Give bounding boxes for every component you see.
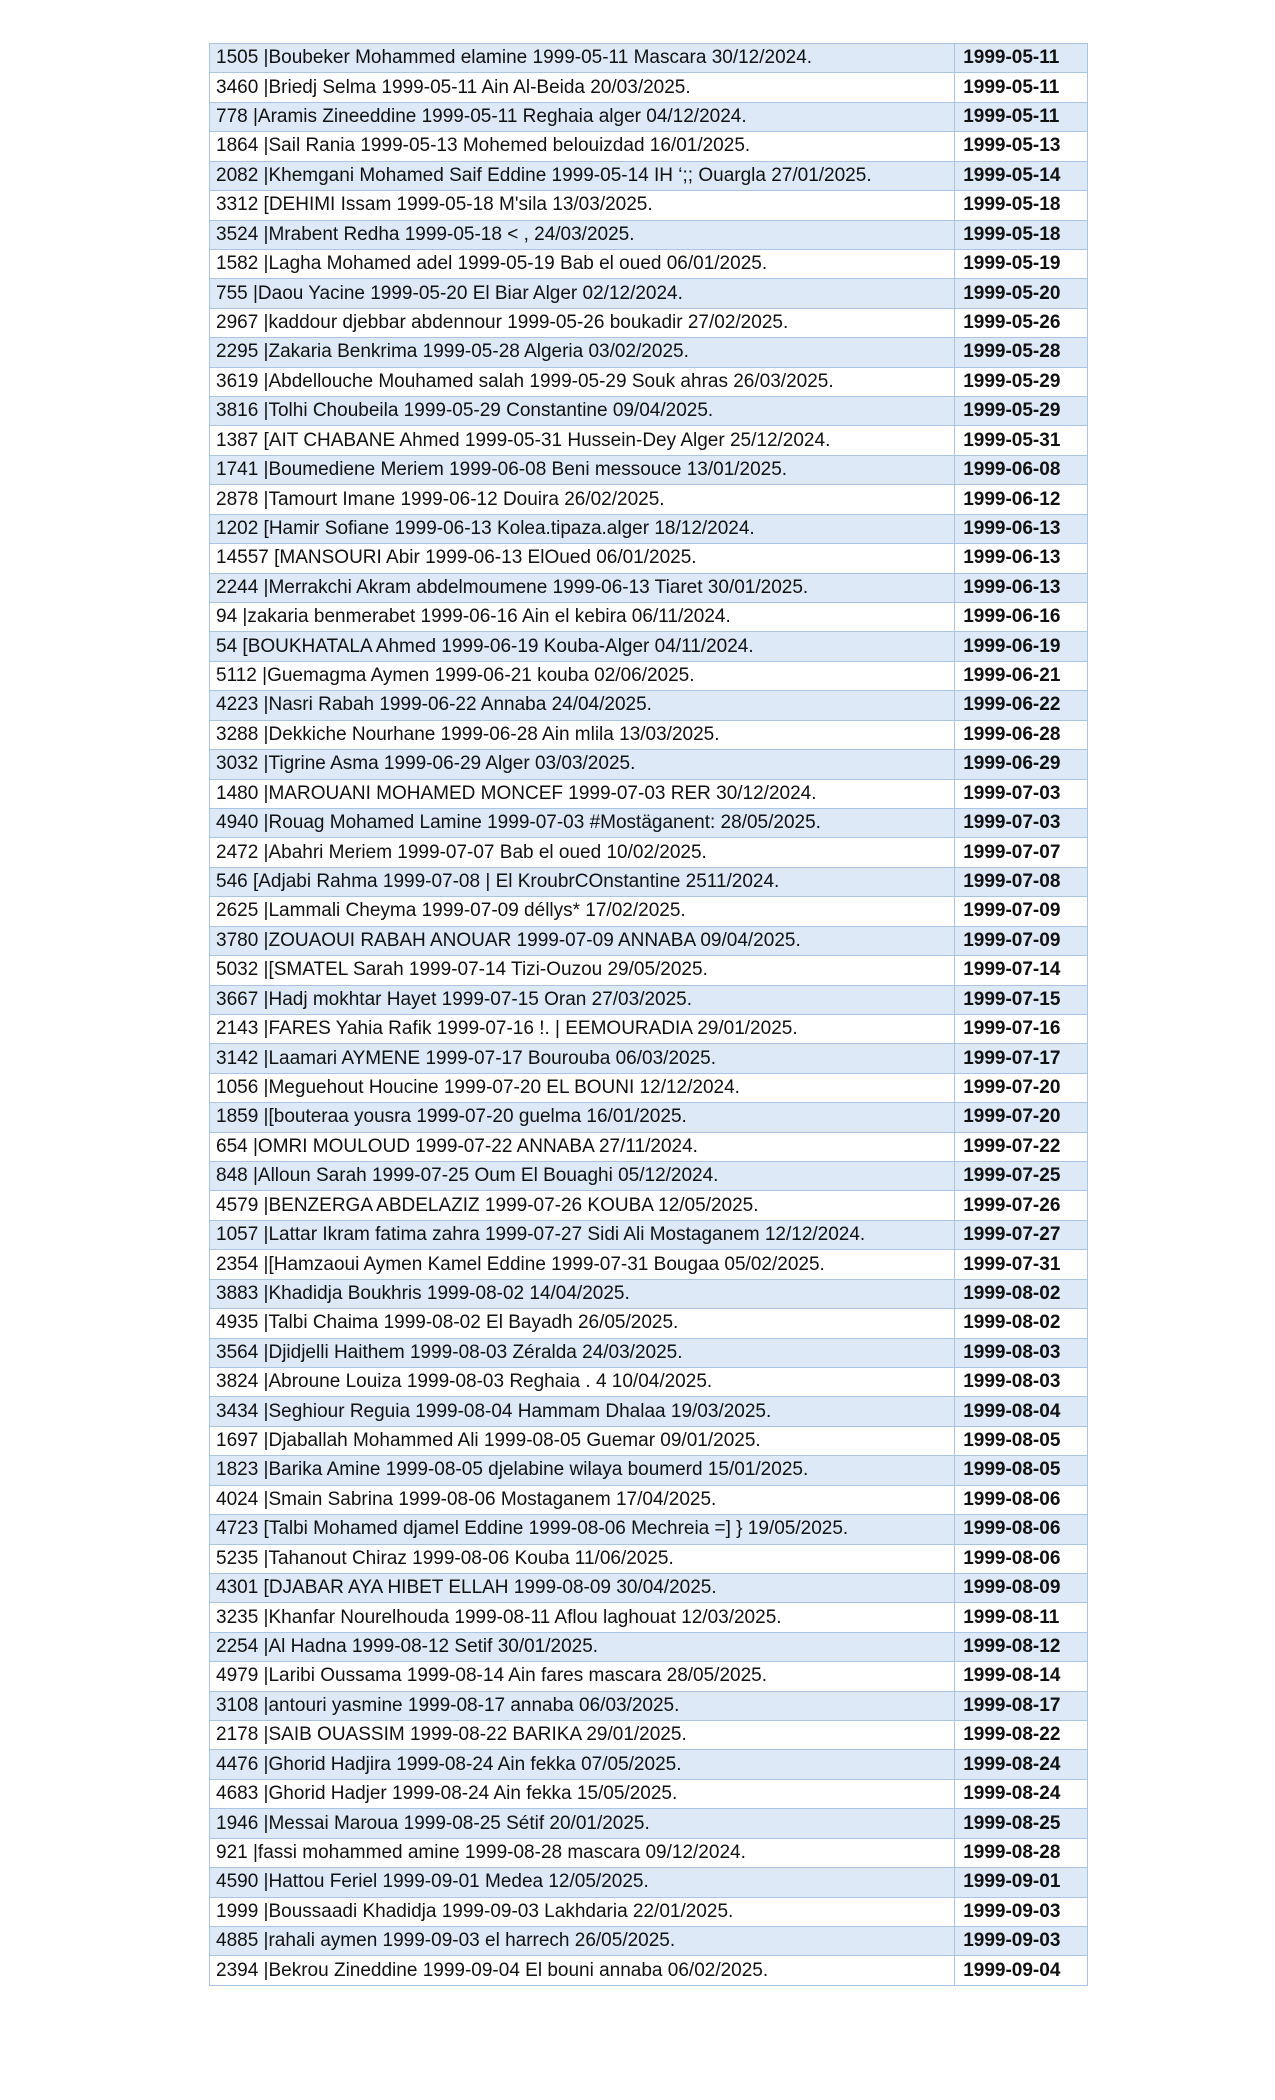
table-row <box>210 1073 1088 1102</box>
record-date-cell: 1999-06-16 <box>955 603 1088 632</box>
table-row <box>210 1367 1088 1396</box>
record-text-cell: 755 |Daou Yacine 1999-05-20 El Biar Alger 02/12/2024. <box>210 279 955 308</box>
table-row <box>210 1750 1088 1779</box>
table-row <box>210 808 1088 837</box>
table-row <box>210 161 1088 190</box>
record-text-cell: 1057 |Lattar Ikram fatima zahra 1999-07-27 Sidi Ali Mostaganem 12/12/2024. <box>210 1220 955 1249</box>
record-date-cell: 1999-07-15 <box>955 985 1088 1014</box>
table-row <box>210 1191 1088 1220</box>
record-text-cell: 2082 |Khemgani Mohamed Saif Eddine 1999-05-14 IH ‘;; Ouargla 27/01/2025. <box>210 161 955 190</box>
record-text-cell: 3780 |ZOUAOUI RABAH ANOUAR 1999-07-09 ANNABA 09/04/2025. <box>210 926 955 955</box>
record-text-cell: 3312 [DEHIMI Issam 1999-05-18 M'sila 13/03/2025. <box>210 191 955 220</box>
records-table <box>209 43 1088 1986</box>
table-row <box>210 985 1088 1014</box>
record-date-cell: 1999-05-18 <box>955 220 1088 249</box>
record-date-cell: 1999-08-11 <box>955 1603 1088 1632</box>
table-row <box>210 1456 1088 1485</box>
table-row <box>210 397 1088 426</box>
table-row <box>210 838 1088 867</box>
record-text-cell: 4723 [Talbi Mohamed djamel Eddine 1999-08-06 Mechreia =] } 19/05/2025. <box>210 1515 955 1544</box>
table-row <box>210 1662 1088 1691</box>
table-row <box>210 867 1088 896</box>
record-text-cell: 5235 |Tahanout Chiraz 1999-08-06 Kouba 11/06/2025. <box>210 1544 955 1573</box>
table-row <box>210 1426 1088 1455</box>
record-text-cell: 2878 |Tamourt Imane 1999-06-12 Douira 26/02/2025. <box>210 485 955 514</box>
record-date-cell: 1999-08-05 <box>955 1456 1088 1485</box>
table-row <box>210 603 1088 632</box>
record-text-cell: 1999 |Boussaadi Khadidja 1999-09-03 Lakhdaria 22/01/2025. <box>210 1897 955 1926</box>
table-row <box>210 102 1088 131</box>
record-text-cell: 3288 |Dekkiche Nourhane 1999-06-28 Ain mlila 13/03/2025. <box>210 720 955 749</box>
record-date-cell: 1999-06-13 <box>955 514 1088 543</box>
record-date-cell: 1999-05-31 <box>955 426 1088 455</box>
table-row <box>210 1868 1088 1897</box>
record-date-cell: 1999-08-25 <box>955 1809 1088 1838</box>
record-text-cell: 3619 |Abdellouche Mouhamed salah 1999-05-29 Souk ahras 26/03/2025. <box>210 367 955 396</box>
table-row <box>210 1397 1088 1426</box>
table-row <box>210 1220 1088 1249</box>
record-text-cell: 4223 |Nasri Rabah 1999-06-22 Annaba 24/04/2025. <box>210 691 955 720</box>
record-date-cell: 1999-08-02 <box>955 1309 1088 1338</box>
record-date-cell: 1999-07-20 <box>955 1103 1088 1132</box>
record-date-cell: 1999-05-18 <box>955 191 1088 220</box>
record-date-cell: 1999-07-25 <box>955 1162 1088 1191</box>
record-text-cell: 3142 |Laamari AYMENE 1999-07-17 Bourouba 06/03/2025. <box>210 1044 955 1073</box>
record-date-cell: 1999-07-03 <box>955 808 1088 837</box>
record-text-cell: 3883 |Khadidja Boukhris 1999-08-02 14/04/2025. <box>210 1279 955 1308</box>
table-row <box>210 1250 1088 1279</box>
record-date-cell: 1999-06-21 <box>955 661 1088 690</box>
record-text-cell: 1823 |Barika Amine 1999-08-05 djelabine wilaya boumerd 15/01/2025. <box>210 1456 955 1485</box>
record-date-cell: 1999-08-12 <box>955 1632 1088 1661</box>
record-text-cell: 4579 |BENZERGA ABDELAZIZ 1999-07-26 KOUBA 12/05/2025. <box>210 1191 955 1220</box>
record-text-cell: 2178 |SAIB OUASSIM 1999-08-22 BARIKA 29/01/2025. <box>210 1721 955 1750</box>
record-date-cell: 1999-07-27 <box>955 1220 1088 1249</box>
table-row <box>210 1103 1088 1132</box>
record-date-cell: 1999-07-08 <box>955 867 1088 896</box>
table-row <box>210 750 1088 779</box>
record-text-cell: 546 [Adjabi Rahma 1999-07-08 | El KroubrCOnstantine 2511/2024. <box>210 867 955 896</box>
table-row <box>210 514 1088 543</box>
record-text-cell: 2472 |Abahri Meriem 1999-07-07 Bab el oued 10/02/2025. <box>210 838 955 867</box>
record-text-cell: 3460 |Briedj Selma 1999-05-11 Ain Al-Beida 20/03/2025. <box>210 73 955 102</box>
table-row <box>210 1573 1088 1602</box>
record-text-cell: 4935 |Talbi Chaima 1999-08-02 El Bayadh 26/05/2025. <box>210 1309 955 1338</box>
record-date-cell: 1999-08-24 <box>955 1750 1088 1779</box>
record-text-cell: 4024 |Smain Sabrina 1999-08-06 Mostaganem 17/04/2025. <box>210 1485 955 1514</box>
table-row <box>210 1779 1088 1808</box>
table-row <box>210 1485 1088 1514</box>
table-row <box>210 191 1088 220</box>
table-row <box>210 897 1088 926</box>
table-row <box>210 720 1088 749</box>
table-row <box>210 308 1088 337</box>
record-date-cell: 1999-07-09 <box>955 926 1088 955</box>
table-row <box>210 1044 1088 1073</box>
record-date-cell: 1999-05-26 <box>955 308 1088 337</box>
table-row <box>210 1956 1088 1985</box>
table-row <box>210 426 1088 455</box>
record-date-cell: 1999-09-01 <box>955 1868 1088 1897</box>
record-date-cell: 1999-05-20 <box>955 279 1088 308</box>
record-date-cell: 1999-05-14 <box>955 161 1088 190</box>
record-text-cell: 654 |OMRI MOULOUD 1999-07-22 ANNABA 27/11/2024. <box>210 1132 955 1161</box>
record-date-cell: 1999-08-06 <box>955 1544 1088 1573</box>
table-row <box>210 632 1088 661</box>
record-date-cell: 1999-06-22 <box>955 691 1088 720</box>
record-date-cell: 1999-08-17 <box>955 1691 1088 1720</box>
record-date-cell: 1999-07-31 <box>955 1250 1088 1279</box>
record-date-cell: 1999-08-24 <box>955 1779 1088 1808</box>
table-row <box>210 1279 1088 1308</box>
record-date-cell: 1999-05-28 <box>955 338 1088 367</box>
record-date-cell: 1999-08-05 <box>955 1426 1088 1455</box>
table-row <box>210 1014 1088 1043</box>
record-text-cell: 1202 [Hamir Sofiane 1999-06-13 Kolea.tipaza.alger 18/12/2024. <box>210 514 955 543</box>
table-row <box>210 455 1088 484</box>
record-text-cell: 3108 |antouri yasmine 1999-08-17 annaba 06/03/2025. <box>210 1691 955 1720</box>
record-date-cell: 1999-08-06 <box>955 1515 1088 1544</box>
record-text-cell: 5032 |[SMATEL Sarah 1999-07-14 Tizi-Ouzou 29/05/2025. <box>210 956 955 985</box>
record-text-cell: 1946 |Messai Maroua 1999-08-25 Sétif 20/01/2025. <box>210 1809 955 1838</box>
record-text-cell: 2967 |kaddour djebbar abdennour 1999-05-26 boukadir 27/02/2025. <box>210 308 955 337</box>
record-text-cell: 4979 |Laribi Oussama 1999-08-14 Ain fares mascara 28/05/2025. <box>210 1662 955 1691</box>
table-row <box>210 338 1088 367</box>
record-date-cell: 1999-08-02 <box>955 1279 1088 1308</box>
record-text-cell: 4590 |Hattou Feriel 1999-09-01 Medea 12/05/2025. <box>210 1868 955 1897</box>
table-row <box>210 926 1088 955</box>
record-text-cell: 3032 |Tigrine Asma 1999-06-29 Alger 03/03/2025. <box>210 750 955 779</box>
record-date-cell: 1999-08-14 <box>955 1662 1088 1691</box>
table-row <box>210 132 1088 161</box>
record-text-cell: 848 |Alloun Sarah 1999-07-25 Oum El Bouaghi 05/12/2024. <box>210 1162 955 1191</box>
record-date-cell: 1999-06-13 <box>955 573 1088 602</box>
record-text-cell: 1859 |[bouteraa yousra 1999-07-20 guelma 16/01/2025. <box>210 1103 955 1132</box>
table-row <box>210 1515 1088 1544</box>
record-text-cell: 3667 |Hadj mokhtar Hayet 1999-07-15 Oran 27/03/2025. <box>210 985 955 1014</box>
record-date-cell: 1999-08-09 <box>955 1573 1088 1602</box>
record-date-cell: 1999-05-29 <box>955 397 1088 426</box>
record-date-cell: 1999-06-13 <box>955 544 1088 573</box>
record-date-cell: 1999-08-04 <box>955 1397 1088 1426</box>
table-row <box>210 1162 1088 1191</box>
table-row <box>210 220 1088 249</box>
record-date-cell: 1999-05-11 <box>955 44 1088 73</box>
record-date-cell: 1999-08-06 <box>955 1485 1088 1514</box>
table-row <box>210 573 1088 602</box>
record-date-cell: 1999-09-03 <box>955 1897 1088 1926</box>
table-row <box>210 1309 1088 1338</box>
record-text-cell: 1697 |Djaballah Mohammed Ali 1999-08-05 Guemar 09/01/2025. <box>210 1426 955 1455</box>
record-text-cell: 4476 |Ghorid Hadjira 1999-08-24 Ain fekka 07/05/2025. <box>210 1750 955 1779</box>
record-text-cell: 3564 |Djidjelli Haithem 1999-08-03 Zéralda 24/03/2025. <box>210 1338 955 1367</box>
record-date-cell: 1999-07-20 <box>955 1073 1088 1102</box>
record-text-cell: 1387 [AIT CHABANE Ahmed 1999-05-31 Hussein-Dey Alger 25/12/2024. <box>210 426 955 455</box>
table-row <box>210 1132 1088 1161</box>
table-row <box>210 1338 1088 1367</box>
record-date-cell: 1999-07-14 <box>955 956 1088 985</box>
table-row <box>210 1927 1088 1956</box>
record-text-cell: 14557 [MANSOURI Abir 1999-06-13 ElOued 06/01/2025. <box>210 544 955 573</box>
record-date-cell: 1999-07-07 <box>955 838 1088 867</box>
record-date-cell: 1999-06-12 <box>955 485 1088 514</box>
table-row <box>210 367 1088 396</box>
table-row <box>210 249 1088 278</box>
record-date-cell: 1999-09-04 <box>955 1956 1088 1985</box>
table-row <box>210 661 1088 690</box>
record-text-cell: 1741 |Boumediene Meriem 1999-06-08 Beni messouce 13/01/2025. <box>210 455 955 484</box>
table-row <box>210 279 1088 308</box>
record-date-cell: 1999-07-22 <box>955 1132 1088 1161</box>
record-date-cell: 1999-05-13 <box>955 132 1088 161</box>
table-row <box>210 1721 1088 1750</box>
record-text-cell: 921 |fassi mohammed amine 1999-08-28 mascara 09/12/2024. <box>210 1838 955 1867</box>
record-text-cell: 3816 |Tolhi Choubeila 1999-05-29 Constantine 09/04/2025. <box>210 397 955 426</box>
table-row <box>210 1544 1088 1573</box>
record-date-cell: 1999-09-03 <box>955 1927 1088 1956</box>
table-row <box>210 73 1088 102</box>
record-date-cell: 1999-05-29 <box>955 367 1088 396</box>
record-text-cell: 3824 |Abroune Louiza 1999-08-03 Reghaia . 4 10/04/2025. <box>210 1367 955 1396</box>
table-row <box>210 1838 1088 1867</box>
record-text-cell: 1864 |Sail Rania 1999-05-13 Mohemed belouizdad 16/01/2025. <box>210 132 955 161</box>
record-text-cell: 94 |zakaria benmerabet 1999-06-16 Ain el kebira 06/11/2024. <box>210 603 955 632</box>
record-date-cell: 1999-06-29 <box>955 750 1088 779</box>
table-row <box>210 691 1088 720</box>
record-date-cell: 1999-08-22 <box>955 1721 1088 1750</box>
record-date-cell: 1999-07-26 <box>955 1191 1088 1220</box>
record-text-cell: 2244 |Merrakchi Akram abdelmoumene 1999-06-13 Tiaret 30/01/2025. <box>210 573 955 602</box>
record-text-cell: 4940 |Rouag Mohamed Lamine 1999-07-03 #Mostäganent: 28/05/2025. <box>210 808 955 837</box>
record-date-cell: 1999-05-11 <box>955 102 1088 131</box>
table-row <box>210 1897 1088 1926</box>
table-row <box>210 1632 1088 1661</box>
record-text-cell: 2295 |Zakaria Benkrima 1999-05-28 Algeria 03/02/2025. <box>210 338 955 367</box>
record-text-cell: 3434 |Seghiour Reguia 1999-08-04 Hammam Dhalaa 19/03/2025. <box>210 1397 955 1426</box>
table-row <box>210 544 1088 573</box>
record-text-cell: 2354 |[Hamzaoui Aymen Kamel Eddine 1999-07-31 Bougaa 05/02/2025. <box>210 1250 955 1279</box>
record-date-cell: 1999-06-19 <box>955 632 1088 661</box>
record-date-cell: 1999-08-03 <box>955 1367 1088 1396</box>
table-row <box>210 1809 1088 1838</box>
record-date-cell: 1999-05-19 <box>955 249 1088 278</box>
record-text-cell: 2254 |Al Hadna 1999-08-12 Setif 30/01/2025. <box>210 1632 955 1661</box>
record-text-cell: 3524 |Mrabent Redha 1999-05-18 < , 24/03/2025. <box>210 220 955 249</box>
record-text-cell: 1505 |Boubeker Mohammed elamine 1999-05-11 Mascara 30/12/2024. <box>210 44 955 73</box>
record-date-cell: 1999-07-09 <box>955 897 1088 926</box>
table-row <box>210 1603 1088 1632</box>
record-date-cell: 1999-06-28 <box>955 720 1088 749</box>
record-text-cell: 2394 |Bekrou Zineddine 1999-09-04 El bouni annaba 06/02/2025. <box>210 1956 955 1985</box>
record-text-cell: 4301 [DJABAR AYA HIBET ELLAH 1999-08-09 30/04/2025. <box>210 1573 955 1602</box>
record-date-cell: 1999-05-11 <box>955 73 1088 102</box>
record-text-cell: 4885 |rahali aymen 1999-09-03 el harrech 26/05/2025. <box>210 1927 955 1956</box>
record-text-cell: 54 [BOUKHATALA Ahmed 1999-06-19 Kouba-Alger 04/11/2024. <box>210 632 955 661</box>
table-row <box>210 485 1088 514</box>
record-date-cell: 1999-06-08 <box>955 455 1088 484</box>
record-text-cell: 1582 |Lagha Mohamed adel 1999-05-19 Bab el oued 06/01/2025. <box>210 249 955 278</box>
table-row <box>210 1691 1088 1720</box>
record-text-cell: 1480 |MAROUANI MOHAMED MONCEF 1999-07-03 RER 30/12/2024. <box>210 779 955 808</box>
record-text-cell: 2625 |Lammali Cheyma 1999-07-09 déllys* 17/02/2025. <box>210 897 955 926</box>
record-date-cell: 1999-07-03 <box>955 779 1088 808</box>
record-text-cell: 1056 |Meguehout Houcine 1999-07-20 EL BOUNI 12/12/2024. <box>210 1073 955 1102</box>
record-text-cell: 5112 |Guemagma Aymen 1999-06-21 kouba 02/06/2025. <box>210 661 955 690</box>
table-row <box>210 44 1088 73</box>
record-text-cell: 778 |Aramis Zineeddine 1999-05-11 Reghaia alger 04/12/2024. <box>210 102 955 131</box>
record-date-cell: 1999-08-28 <box>955 1838 1088 1867</box>
record-text-cell: 2143 |FARES Yahia Rafik 1999-07-16 !. | EEMOURADIA 29/01/2025. <box>210 1014 955 1043</box>
table-row <box>210 956 1088 985</box>
record-text-cell: 4683 |Ghorid Hadjer 1999-08-24 Ain fekka 15/05/2025. <box>210 1779 955 1808</box>
record-date-cell: 1999-07-17 <box>955 1044 1088 1073</box>
record-date-cell: 1999-07-16 <box>955 1014 1088 1043</box>
records-table-body <box>210 44 1088 1986</box>
record-date-cell: 1999-08-03 <box>955 1338 1088 1367</box>
record-text-cell: 3235 |Khanfar Nourelhouda 1999-08-11 Aflou laghouat 12/03/2025. <box>210 1603 955 1632</box>
table-row <box>210 779 1088 808</box>
